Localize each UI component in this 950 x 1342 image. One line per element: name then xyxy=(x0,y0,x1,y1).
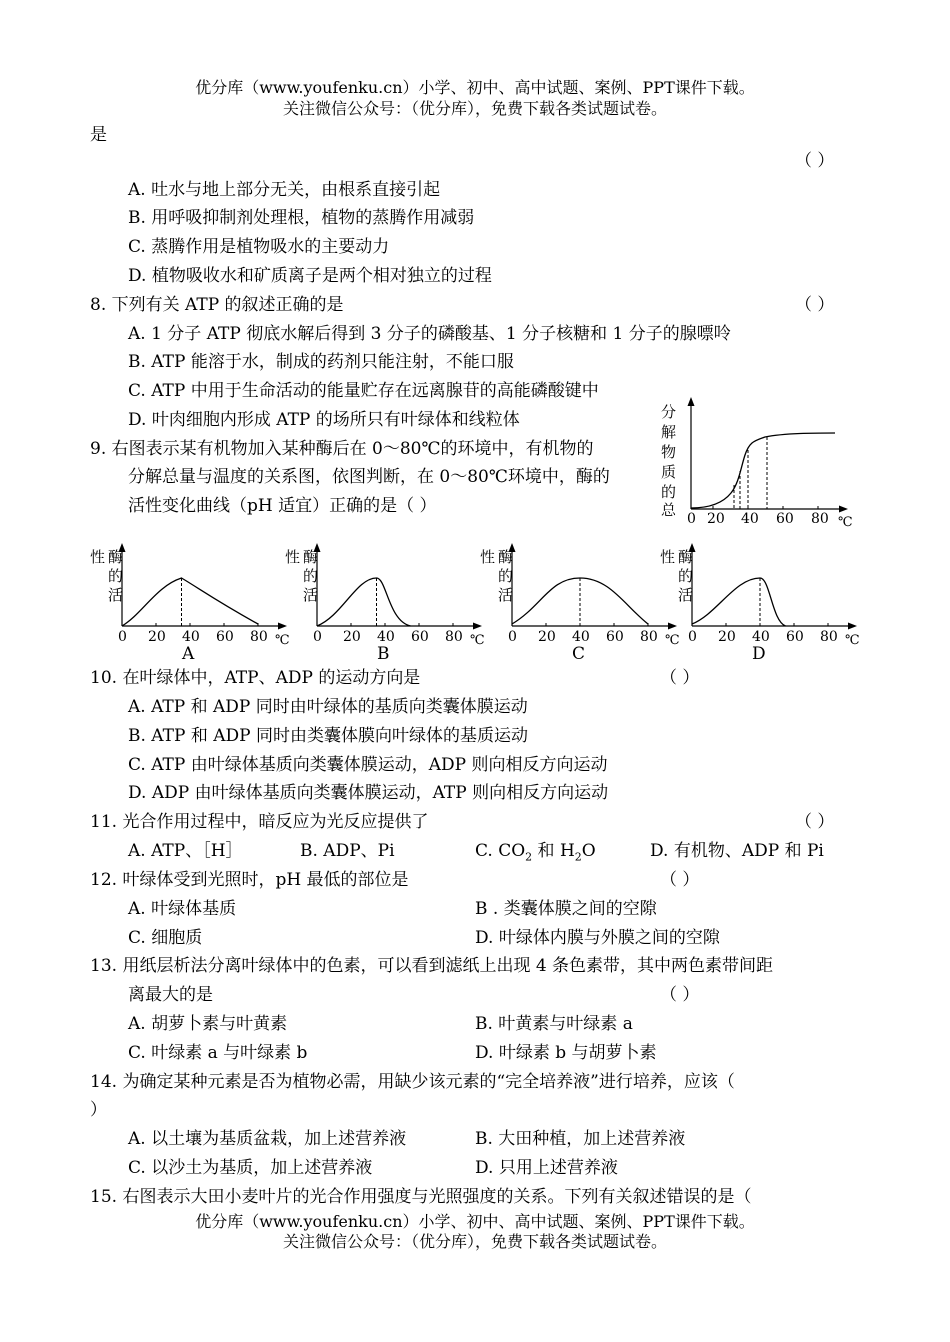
q12-stem: 12. 叶绿体受到光照时，pH 最低的部位是 xyxy=(90,870,409,890)
q9-main-graph xyxy=(655,395,855,530)
main-ylabel-char: 物 xyxy=(661,443,677,461)
q10-option-b: B. ATP 和 ADP 同时由类囊体膜向叶绿体的基质运动 xyxy=(128,726,528,746)
ylabel-char: 的 xyxy=(108,567,124,585)
ylabel-char: 活 xyxy=(498,586,514,604)
q15-stem: 15. 右图表示大田小麦叶片的光合作用强度与光照强度的关系。下列有关叙述错误的是（ xyxy=(90,1187,752,1207)
xtick-label: 60 xyxy=(606,629,624,645)
q14-option-a: A. 以土壤为基质盆栽，加上述营养液 xyxy=(128,1129,407,1149)
main-curve xyxy=(691,433,835,508)
q11-answer-paren: （ ） xyxy=(795,812,835,832)
q7-option-a: A. 吐水与地上部分无关，由根系直接引起 xyxy=(128,180,441,200)
xunit-label: ℃ xyxy=(275,633,290,648)
x-arrow xyxy=(848,623,857,630)
q14-option-d: D. 只用上述营养液 xyxy=(475,1158,618,1178)
main-xtick: 40 xyxy=(741,511,759,527)
ylabel-left: 性 xyxy=(90,548,106,566)
ylabel-left: 性 xyxy=(285,548,301,566)
xtick-label: 40 xyxy=(572,629,590,645)
graph-option-label-d: D xyxy=(752,644,766,664)
q7-option-c: C. 蒸腾作用是植物吸水的主要动力 xyxy=(128,237,390,257)
q8-answer-paren: （ ） xyxy=(795,295,835,315)
q7-stem-tail: 是 xyxy=(90,125,107,145)
q11-stem: 11. 光合作用过程中，暗反应为光反应提供了 xyxy=(90,812,429,832)
q13-option-b: B. 叶黄素与叶绿素 a xyxy=(475,1014,633,1034)
ylabel-char: 的 xyxy=(498,567,514,585)
xtick-label: 80 xyxy=(640,629,658,645)
q12-option-b: B . 类囊体膜之间的空隙 xyxy=(475,899,657,919)
xtick-label: 40 xyxy=(182,629,200,645)
xtick-label: 20 xyxy=(343,629,361,645)
q10-answer-paren: （ ） xyxy=(660,668,700,688)
q8-option-d: D. 叶肉细胞内形成 ATP 的场所只有叶绿体和线粒体 xyxy=(128,410,520,430)
xtick-label: 60 xyxy=(786,629,804,645)
q7-option-b: B. 用呼吸抑制剂处理根，植物的蒸腾作用减弱 xyxy=(128,208,475,228)
q11-option-d: D. 有机物、ADP 和 Pi xyxy=(650,841,824,861)
q9-stem-line-1: 9. 右图表示某有机物加入某种酶后在 0～80℃的环境中，有机物的 xyxy=(90,439,594,459)
xtick-label: 20 xyxy=(538,629,556,645)
ylabel-char: 的 xyxy=(303,567,319,585)
ylabel-char: 酶 xyxy=(678,548,694,566)
q10-option-d: D. ADP 由叶绿体基质向类囊体膜运动，ATP 则向相反方向运动 xyxy=(128,783,609,803)
ylabel-left: 性 xyxy=(660,548,676,566)
ylabel-char: 酶 xyxy=(303,548,319,566)
main-graph-ylabel xyxy=(661,403,677,519)
main-ylabel-char: 质 xyxy=(661,463,677,481)
q9-stem-line-3: 活性变化曲线（pH 适宜）正确的是（ ） xyxy=(128,496,437,516)
q14-option-c: C. 以沙土为基质，加上述营养液 xyxy=(128,1158,373,1178)
q13-stem-line-1: 13. 用纸层析法分离叶绿体中的色素，可以看到滤纸上出现 4 条色素带，其中两色素带间距 xyxy=(90,956,774,976)
graph-option-label-a: A xyxy=(182,644,195,664)
q10-stem: 10. 在叶绿体中，ATP、ADP 的运动方向是 xyxy=(90,668,421,688)
xtick-label: 20 xyxy=(148,629,166,645)
q11-option-b: B. ADP、Pi xyxy=(300,841,395,861)
q12-option-d: D. 叶绿体内膜与外膜之间的空隙 xyxy=(475,928,720,948)
main-ylabel-char: 分 xyxy=(661,403,677,421)
xtick-label: 0 xyxy=(118,629,127,645)
q13-option-d: D. 叶绿素 b 与胡萝卜素 xyxy=(475,1043,657,1063)
main-x-arrow xyxy=(839,506,848,513)
graph-option-label-b: B xyxy=(377,644,390,664)
q13-stem-line-2: 离最大的是 xyxy=(128,985,213,1005)
xtick-label: 80 xyxy=(445,629,463,645)
q8-option-c: C. ATP 中用于生命活动的能量贮存在远离腺苷的高能磷酸键中 xyxy=(128,381,599,401)
xtick-label: 20 xyxy=(718,629,736,645)
graph-option-label-c: C xyxy=(572,644,586,664)
q14-option-b: B. 大田种植，加上述营养液 xyxy=(475,1129,686,1149)
q14-stem-line-1: 14. 为确定某种元素是否为植物必需，用缺少该元素的“完全培养液”进行培养，应该（ xyxy=(90,1072,735,1092)
main-xunit: ℃ xyxy=(838,515,853,530)
q13-option-a: A. 胡萝卜素与叶黄素 xyxy=(128,1014,288,1034)
q12-option-a: A. 叶绿体基质 xyxy=(128,899,237,919)
q9-stem-line-2: 分解总量与温度的关系图，依图判断，在 0～80℃环境中，酶的 xyxy=(128,467,610,487)
ylabel-left: 性 xyxy=(480,548,496,566)
q10-option-a: A. ATP 和 ADP 同时由叶绿体的基质向类囊体膜运动 xyxy=(128,697,528,717)
header-line-1: 优分库（www.youfenku.cn）小学、初中、高中试题、案例、PPT课件下载。 xyxy=(195,78,755,97)
q7-option-d: D. 植物吸收水和矿质离子是两个相对独立的过程 xyxy=(128,266,492,286)
q12-option-c: C. 细胞质 xyxy=(128,928,203,948)
q11-option-a: A. ATP、［H］ xyxy=(128,841,243,861)
activity-curve xyxy=(317,578,411,626)
ylabel-char: 活 xyxy=(108,586,124,604)
activity-curve xyxy=(692,578,786,626)
xtick-label: 40 xyxy=(752,629,770,645)
xtick-label: 40 xyxy=(377,629,395,645)
xtick-label: 0 xyxy=(688,629,697,645)
activity-curve xyxy=(122,578,258,626)
main-xtick: 60 xyxy=(776,511,794,527)
xtick-label: 60 xyxy=(216,629,234,645)
main-ylabel-char: 总 xyxy=(661,501,677,519)
q8-option-a: A. 1 分子 ATP 彻底水解后得到 3 分子的磷酸基、1 分子核糖和 1 分子的腺嘌呤 xyxy=(128,324,731,344)
q13-answer-paren: （ ） xyxy=(660,985,700,1005)
q10-option-c: C. ATP 由叶绿体基质向类囊体膜运动，ADP 则向相反方向运动 xyxy=(128,755,608,775)
xtick-label: 0 xyxy=(313,629,322,645)
footer-line-1: 优分库（www.youfenku.cn）小学、初中、高中试题、案例、PPT课件下载。 xyxy=(195,1212,755,1231)
ylabel-char: 酶 xyxy=(108,548,124,566)
main-xtick: 0 xyxy=(687,511,696,527)
main-ylabel-char: 的 xyxy=(661,483,677,501)
main-xtick: 20 xyxy=(707,511,725,527)
xtick-label: 60 xyxy=(411,629,429,645)
footer-line-2: 关注微信公众号：（优分库），免费下载各类试题试卷。 xyxy=(282,1232,667,1251)
ylabel-char: 酶 xyxy=(498,548,514,566)
main-ylabel-char: 解 xyxy=(661,423,677,441)
main-y-arrow xyxy=(688,397,695,406)
xunit-label: ℃ xyxy=(665,633,680,648)
xtick-label: 0 xyxy=(508,629,517,645)
xtick-label: 80 xyxy=(250,629,268,645)
q13-option-c: C. 叶绿素 a 与叶绿素 b xyxy=(128,1043,308,1063)
main-xtick: 80 xyxy=(811,511,829,527)
xunit-label: ℃ xyxy=(470,633,485,648)
q14-stem-line-2: ） xyxy=(90,1100,107,1120)
ylabel-char: 的 xyxy=(678,567,694,585)
xtick-label: 80 xyxy=(820,629,838,645)
header-line-2: 关注微信公众号：（优分库），免费下载各类试题试卷。 xyxy=(282,99,667,118)
xunit-label: ℃ xyxy=(845,633,860,648)
ylabel-char: 活 xyxy=(303,586,319,604)
q7-answer-paren: （ ） xyxy=(795,151,835,171)
ylabel-char: 活 xyxy=(678,586,694,604)
q8-option-b: B. ATP 能溶于水，制成的药剂只能注射，不能口服 xyxy=(128,352,514,372)
q11-option-c: C. $CO_2$ 和 $H_2O$ xyxy=(475,841,596,864)
q8-stem: 8. 下列有关 ATP 的叙述正确的是 xyxy=(90,295,344,315)
q12-answer-paren: （ ） xyxy=(660,870,700,890)
